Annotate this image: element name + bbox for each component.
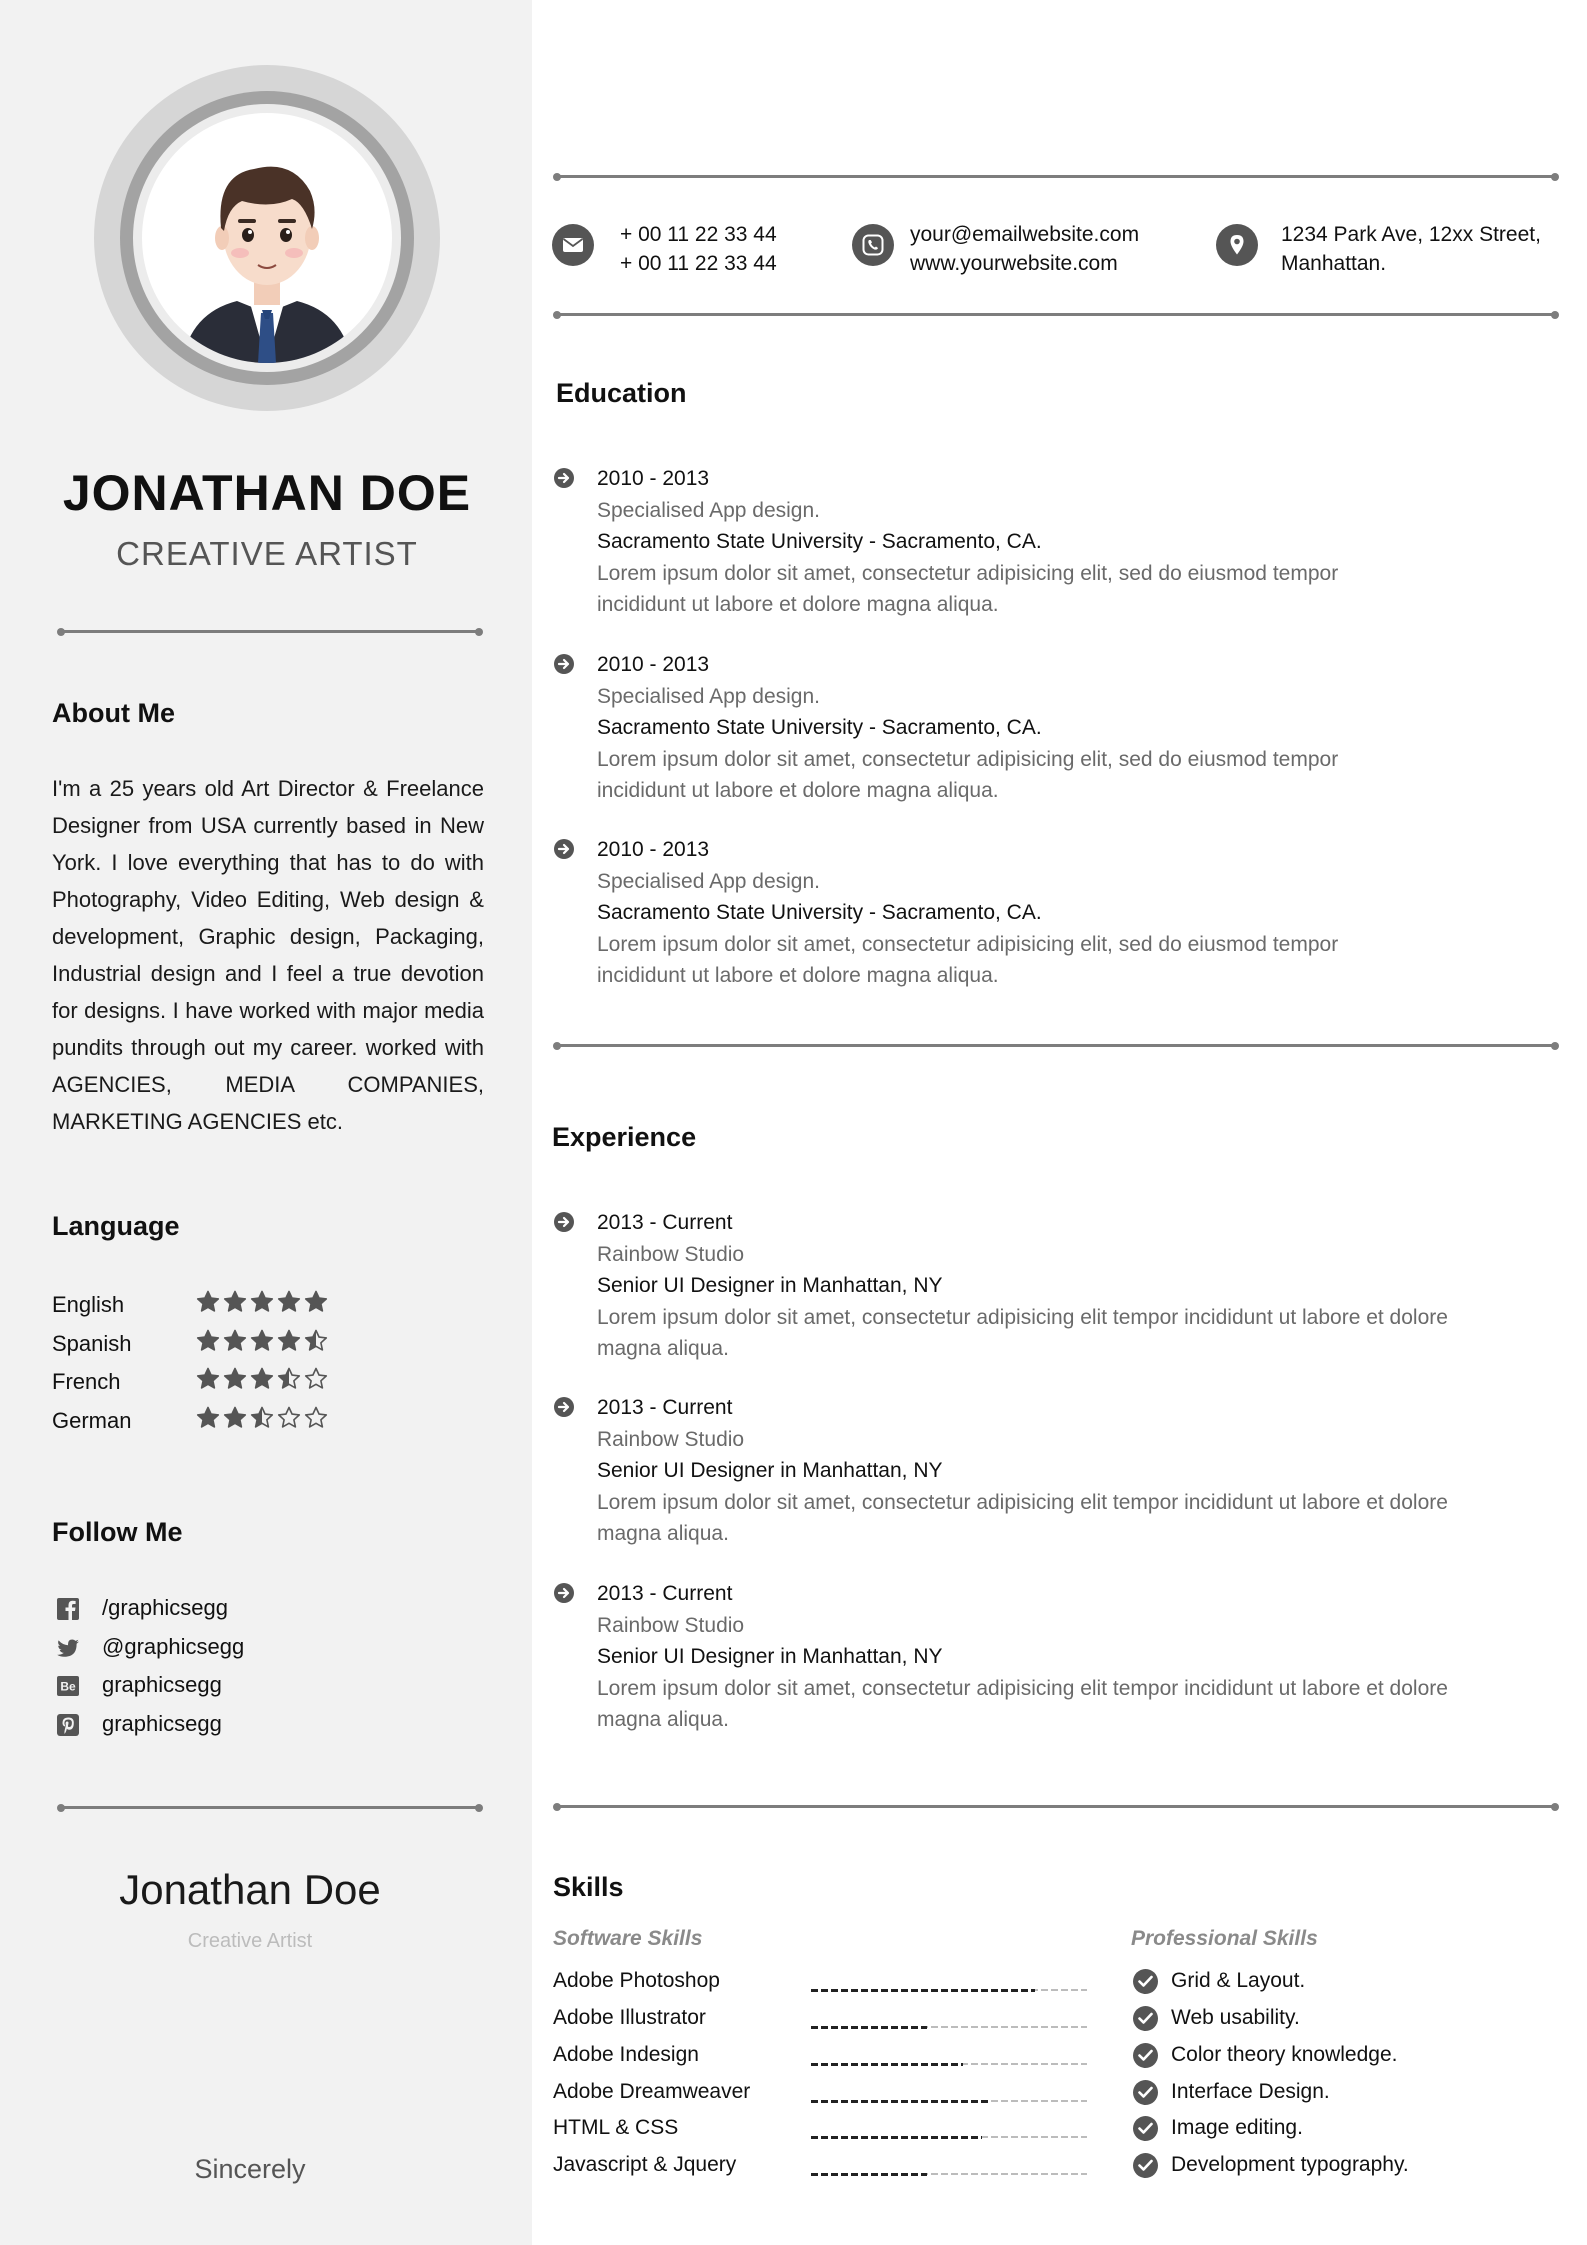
skill-name: Adobe Photoshop (553, 1969, 720, 1992)
follow-text: graphicsegg (102, 1711, 222, 1736)
experience-heading: Experience (552, 1122, 697, 1152)
skill-name: Adobe Illustrator (553, 2006, 706, 2029)
star-rating-graphic (196, 1404, 332, 1432)
skills-heading: Skills (553, 1872, 624, 1902)
language-row (52, 1363, 352, 1399)
entry-description: magna aliqua. (597, 1708, 729, 1731)
contact-web (910, 220, 1139, 278)
phone-line-2: + 00 11 22 33 44 (620, 252, 777, 275)
star-empty-icon (279, 1408, 300, 1427)
professional-skill: Development typography. (1171, 2153, 1409, 2176)
star-rating-graphic (196, 1365, 332, 1393)
education-heading: Education (556, 378, 687, 408)
entry-description: Lorem ipsum dolor sit amet, consectetur adipisicing elit tempor incididunt ut labore et dolore (597, 1490, 1448, 1514)
follow-heading: Follow Me (52, 1517, 183, 1547)
phone-icon (861, 233, 885, 257)
language-name: French (52, 1369, 121, 1394)
entry-description: incididunt ut labore et dolore magna aliqua. (597, 964, 999, 987)
check-circle-icon (1133, 2006, 1158, 2031)
signature-role: Creative Artist (187, 1930, 313, 1952)
entry-description: magna aliqua. (597, 1522, 729, 1545)
star-empty-icon (306, 1408, 327, 1427)
software-skill-row (553, 2006, 1093, 2043)
skill-name: Adobe Indesign (553, 2043, 699, 2066)
entry-position: Senior UI Designer in Manhattan, NY (597, 1459, 943, 1482)
skill-level-bar (811, 2063, 1087, 2066)
about-heading: About Me (52, 698, 175, 728)
skill-name: Adobe Dreamweaver (553, 2080, 751, 2103)
contact-icon-circle (852, 224, 894, 266)
signature-name: Jonathan Doe (119, 1866, 381, 1913)
skill-level-bar (811, 2100, 1087, 2103)
arrow-right-circle-icon (553, 1396, 575, 1418)
twitter-icon (56, 1636, 80, 1660)
behance-icon (56, 1674, 80, 1698)
sidebar-divider (60, 630, 480, 633)
entry-date: 2013 - Current (597, 1582, 733, 1605)
entry-description: Lorem ipsum dolor sit amet, consectetur adipisicing elit, sed do eiusmod tempor (597, 932, 1339, 956)
entry-description: Lorem ipsum dolor sit amet, consectetur adipisicing elit, sed do eiusmod tempor (597, 561, 1339, 585)
entry-company: Rainbow Studio (597, 1427, 745, 1451)
entry-date: 2010 - 2013 (597, 467, 710, 490)
check-circle-icon (1133, 1969, 1158, 1994)
star-half-icon (279, 1369, 300, 1388)
software-skill-row (553, 2116, 1093, 2153)
star-full-icon (279, 1331, 300, 1350)
professional-skill: Interface Design. (1171, 2080, 1330, 2103)
software-skill-row (553, 1969, 1093, 2006)
phone-line-1: + 00 11 22 33 44 (620, 223, 777, 246)
entry-date: 2013 - Current (597, 1396, 733, 1419)
section-divider (556, 1805, 1556, 1808)
arrow-right-circle-icon (553, 838, 575, 860)
entry-date: 2013 - Current (597, 1211, 733, 1234)
address-line-2: Manhattan. (1281, 252, 1387, 275)
skill-name: Javascript & Jquery (553, 2153, 737, 2176)
skill-level-bar (811, 2173, 1087, 2176)
follow-text: /graphicsegg (102, 1595, 228, 1620)
entry-company: Rainbow Studio (597, 1242, 745, 1266)
follow-text: @graphicsegg (102, 1634, 245, 1659)
entry-company: Rainbow Studio (597, 1613, 745, 1637)
facebook-icon (56, 1597, 80, 1621)
star-full-icon (252, 1331, 273, 1350)
star-full-icon (225, 1408, 246, 1427)
check-circle-icon (1133, 2153, 1158, 2178)
software-skill-row (553, 2153, 1093, 2190)
entry-position: Senior UI Designer in Manhattan, NY (597, 1274, 943, 1297)
email-text[interactable]: your@emailwebsite.com (910, 223, 1140, 246)
map-pin-icon (1225, 233, 1249, 257)
star-full-icon (198, 1292, 219, 1311)
star-full-icon (198, 1369, 219, 1388)
sidebar (0, 0, 532, 2245)
entry-institution: Sacramento State University - Sacramento, CA. (597, 716, 1042, 739)
star-full-icon (252, 1292, 273, 1311)
about-text: I'm a 25 years old Art Director & Freelance Designer from USA currently based in New York. I love everything that has to do with Photography, Video Editing, Web design & development, Graphic design, Packaging, Industrial design and I feel a true devotion for designs. I have worked with major media pundits through out my career. worked with AGENCIES, MEDIA COMPANIES, MARKETING AGENCIES etc. (52, 776, 484, 1134)
software-skills-heading: Software Skills (553, 1927, 703, 1950)
entry-institution: Sacramento State University - Sacramento, CA. (597, 530, 1042, 553)
skill-level-bar (811, 2136, 1087, 2139)
language-name: German (52, 1408, 132, 1433)
star-full-icon (198, 1408, 219, 1427)
contact-icon-circle (1216, 224, 1258, 266)
closing-text: Sincerely (194, 2154, 306, 2184)
skill-name: HTML & CSS (553, 2116, 679, 2139)
arrow-right-circle-icon (553, 1211, 575, 1233)
language-row (52, 1402, 352, 1438)
section-divider (556, 1044, 1556, 1047)
star-rating (196, 1327, 332, 1355)
language-name: English (52, 1292, 125, 1317)
profile-name: JONATHAN DOE (62, 465, 472, 521)
entry-description: Lorem ipsum dolor sit amet, consectetur adipisicing elit tempor incididunt ut labore et dolore (597, 1305, 1448, 1329)
entry-date: 2010 - 2013 (597, 653, 710, 676)
contact-phone (620, 220, 777, 278)
software-skill-row (553, 2080, 1093, 2117)
avatar (142, 113, 392, 363)
star-full-icon (306, 1292, 327, 1311)
professional-skill: Grid & Layout. (1171, 1969, 1306, 1992)
check-circle-icon (1133, 2116, 1158, 2141)
arrow-right-circle-icon (553, 653, 575, 675)
skill-level-bar (811, 1989, 1087, 1992)
entry-date: 2010 - 2013 (597, 838, 710, 861)
star-full-icon (225, 1369, 246, 1388)
entry-position: Senior UI Designer in Manhattan, NY (597, 1645, 943, 1668)
software-skill-row (553, 2043, 1093, 2080)
website-text[interactable]: www.yourwebsite.com (910, 252, 1118, 275)
address-line-1: 1234 Park Ave, 12xx Street, (1281, 223, 1541, 246)
star-rating (196, 1404, 332, 1432)
entry-institution: Sacramento State University - Sacramento, CA. (597, 901, 1042, 924)
entry-description: Lorem ipsum dolor sit amet, consectetur adipisicing elit, sed do eiusmod tempor (597, 747, 1339, 771)
contact-icon-circle (552, 224, 594, 266)
entry-subject: Specialised App design. (597, 869, 820, 893)
follow-text: graphicsegg (102, 1672, 222, 1697)
contact-top-divider (556, 175, 1556, 178)
sidebar-divider (60, 1806, 480, 1809)
pinterest-icon (56, 1713, 80, 1737)
check-circle-icon (1133, 2080, 1158, 2105)
skill-level-bar (811, 2026, 1087, 2029)
star-half-icon (252, 1408, 273, 1427)
star-rating (196, 1365, 332, 1393)
professional-skill: Web usability. (1171, 2006, 1300, 2029)
star-rating-graphic (196, 1327, 332, 1355)
envelope-icon (561, 233, 585, 257)
star-full-icon (225, 1331, 246, 1350)
entry-description: Lorem ipsum dolor sit amet, consectetur adipisicing elit tempor incididunt ut labore et dolore (597, 1676, 1448, 1700)
professional-skills-heading: Professional Skills (1131, 1927, 1318, 1950)
check-circle-icon (1133, 2043, 1158, 2068)
entry-subject: Specialised App design. (597, 684, 820, 708)
language-row (52, 1286, 352, 1322)
professional-skill: Image editing. (1171, 2116, 1303, 2139)
star-rating-graphic (196, 1288, 332, 1316)
language-heading: Language (52, 1211, 180, 1241)
star-full-icon (198, 1331, 219, 1350)
profile-role: CREATIVE ARTIST (116, 535, 418, 572)
star-half-icon (306, 1331, 327, 1350)
entry-description: magna aliqua. (597, 1337, 729, 1360)
star-rating (196, 1288, 332, 1316)
avatar-illustration (142, 113, 392, 363)
star-full-icon (225, 1292, 246, 1311)
arrow-right-circle-icon (553, 467, 575, 489)
star-full-icon (252, 1369, 273, 1388)
entry-subject: Specialised App design. (597, 498, 820, 522)
star-full-icon (279, 1292, 300, 1311)
language-name: Spanish (52, 1331, 132, 1356)
professional-skill: Color theory knowledge. (1171, 2043, 1398, 2066)
entry-description: incididunt ut labore et dolore magna aliqua. (597, 779, 999, 802)
language-row (52, 1325, 352, 1361)
contact-bottom-divider (556, 313, 1556, 316)
arrow-right-circle-icon (553, 1582, 575, 1604)
entry-description: incididunt ut labore et dolore magna aliqua. (597, 593, 999, 616)
contact-address (1281, 220, 1541, 278)
star-empty-icon (306, 1369, 327, 1388)
svg-text:Be: Be (60, 1679, 76, 1694)
